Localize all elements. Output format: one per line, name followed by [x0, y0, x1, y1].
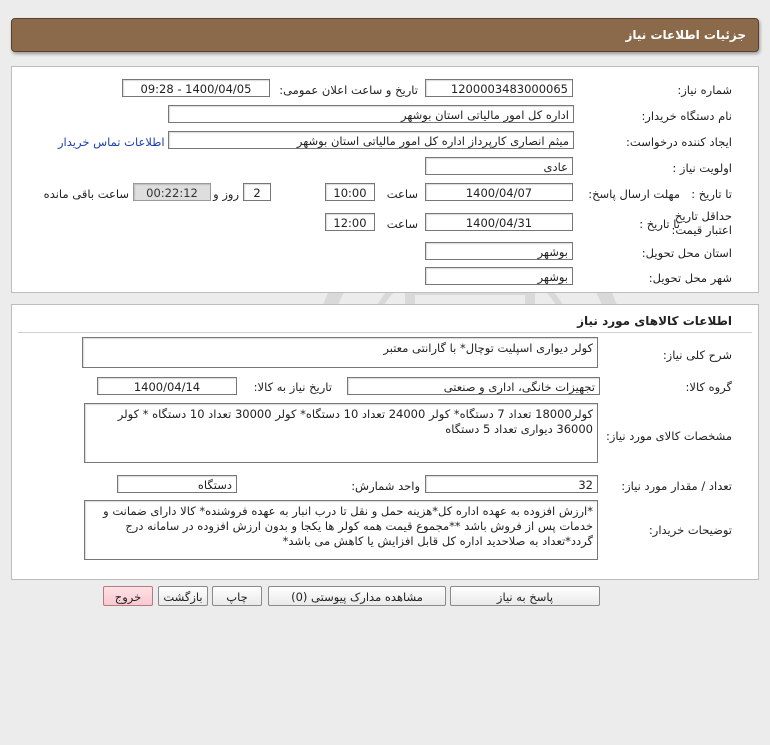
time-remaining-label: ساعت باقی مانده: [43, 187, 129, 201]
price-time-label: ساعت: [386, 217, 418, 231]
reply-button[interactable]: پاسخ به نیاز: [450, 586, 600, 606]
deadline-time-field: 10:00: [325, 183, 375, 201]
goods-section-title: اطلاعات کالاهای مورد نیاز: [577, 314, 732, 328]
notes-label: توضیحات خریدار:: [648, 523, 732, 537]
buyer-label: نام دستگاه خریدار:: [641, 109, 732, 123]
qty-field: 32: [425, 475, 598, 493]
specs-label: مشخصات کالای مورد نیاز:: [605, 429, 732, 443]
page-title-bar: [11, 18, 759, 52]
group-label: گروه کالا:: [685, 380, 732, 394]
print-button[interactable]: چاپ: [212, 586, 262, 606]
price-validity-date-field: 1400/04/31: [425, 213, 573, 231]
time-remaining-field: 00:22:12: [133, 183, 211, 201]
qty-label: تعداد / مقدار مورد نیاز:: [621, 479, 732, 493]
view-attachments-button[interactable]: مشاهده مدارک پیوستی (0): [268, 586, 446, 606]
priority-label: اولویت نیاز :: [672, 161, 732, 175]
days-label: روز و: [213, 187, 239, 201]
summary-field: کولر دیواری اسپلیت توچال* با گارانتی معتبر: [82, 337, 598, 368]
priority-field: عادی: [425, 157, 573, 175]
announce-date-label: تاریخ و ساعت اعلان عمومی:: [279, 83, 418, 97]
deadline-label: مهلت ارسال پاسخ:: [588, 187, 680, 201]
province-label: استان محل تحویل:: [641, 246, 732, 260]
creator-label: ایجاد کننده درخواست:: [626, 135, 732, 149]
creator-field: میثم انصاری کارپرداز اداره کل امور مالیاتی استان بوشهر: [168, 131, 574, 149]
price-validity-time-field: 12:00: [325, 213, 375, 231]
need-date-label: تاریخ نیاز به کالا:: [253, 380, 332, 394]
need-number-field: 1200003483000065: [425, 79, 573, 97]
deadline-time-label: ساعت: [386, 187, 418, 201]
section-divider: [18, 332, 752, 333]
city-field: بوشهر: [425, 267, 573, 285]
buyer-field: اداره کل امور مالیاتی استان بوشهر: [168, 105, 574, 123]
exit-button[interactable]: خروج: [103, 586, 153, 606]
city-label: شهر محل تحویل:: [648, 271, 732, 285]
summary-label: شرح کلی نیاز:: [662, 348, 732, 362]
deadline-date-field: 1400/04/07: [425, 183, 573, 201]
days-remaining-field: 2: [243, 183, 271, 201]
notes-field: *ارزش افزوده به عهده اداره کل*هزینه حمل و نقل تا درب انبار به عهده فروشنده* کالا دارای ضمانت و خدمات پس از فروش باشد **مجموع قیمت همه کولر ها یکجا و بدون ارزش افزوده در سامانه درج گردد*تعداد به صلاحدید اداره کل قابل افزایش یا کاهش می باشد*: [84, 500, 598, 560]
group-field: تجهیزات خانگی، اداری و صنعتی: [347, 377, 600, 395]
buyer-contact-link[interactable]: اطلاعات تماس خریدار: [58, 135, 165, 149]
price-validity-text: حداقل تاریخ اعتبار قیمت:: [671, 209, 732, 237]
price-until-label: تا تاریخ :: [639, 217, 680, 231]
need-number-label: شماره نیاز:: [677, 83, 732, 97]
unit-field: دستگاه: [117, 475, 237, 493]
page-title: جزئیات اطلاعات نیاز: [625, 28, 746, 42]
announce-date-field: 1400/04/05 - 09:28: [122, 79, 270, 97]
unit-label: واحد شمارش:: [351, 479, 420, 493]
deadline-until-label: تا تاریخ :: [691, 187, 732, 201]
need-date-field: 1400/04/14: [97, 377, 237, 395]
back-button[interactable]: بازگشت: [158, 586, 208, 606]
specs-field: کولر18000 تعداد 7 دستگاه* کولر 24000 تعداد 10 دستگاه* کولر 30000 تعداد 10 دستگاه * کولر 36000 دیواری تعداد 5 دستگاه: [84, 403, 598, 463]
province-field: بوشهر: [425, 242, 573, 260]
